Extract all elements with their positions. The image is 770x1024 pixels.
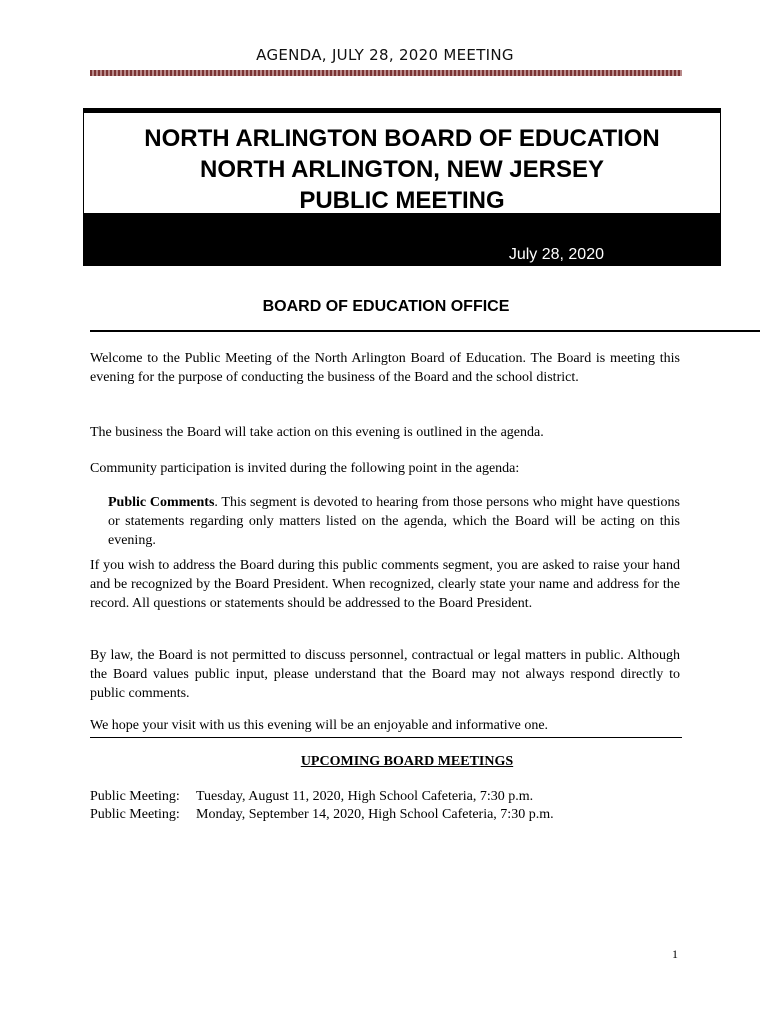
upcoming-meetings-heading: UPCOMING BOARD MEETINGS	[300, 754, 514, 769]
public-comments-label: Public Comments	[108, 495, 215, 510]
page-number: 1	[672, 947, 678, 961]
meeting-row	[90, 805, 690, 824]
running-header: AGENDA, JULY 28, 2020 MEETING	[256, 46, 514, 64]
meeting-label: Public Meeting:	[90, 789, 180, 804]
closing-divider	[90, 737, 682, 738]
meeting-row	[90, 787, 690, 806]
law-paragraph: By law, the Board is not permitted to discuss personnel, contractual or legal matters in public. Although the Board values public input, please understand that the Board may not always respond directly to public comments.	[90, 648, 680, 701]
header-divider	[90, 70, 682, 76]
business-paragraph: The business the Board will take action on this evening is outlined in the agenda.	[90, 425, 544, 440]
document-title	[84, 123, 720, 216]
meeting-label: Public Meeting:	[90, 807, 180, 822]
office-divider	[90, 330, 760, 332]
title-box-top-bar	[84, 109, 720, 113]
title-box	[83, 108, 721, 266]
title-line-2: NORTH ARLINGTON, NEW JERSEY	[199, 156, 605, 183]
meeting-detail: Tuesday, August 11, 2020, High School Cafeteria, 7:30 p.m.	[196, 789, 534, 804]
public-comments-paragraph	[108, 493, 680, 550]
welcome-paragraph: Welcome to the Public Meeting of the North Arlington Board of Education. The Board is meeting this evening for the purpose of conducting the business of the Board and the school district.	[90, 351, 680, 385]
title-line-1: NORTH ARLINGTON BOARD OF EDUCATION	[144, 125, 660, 152]
community-paragraph: Community participation is invited during the following point in the agenda:	[90, 461, 520, 476]
public-comments-text: . This segment is devoted to hearing from those persons who might have questions or statements regarding only matters listed on the agenda, which the Board will be acting on this evening.	[108, 495, 680, 548]
office-heading: BOARD OF EDUCATION OFFICE	[262, 298, 510, 315]
meeting-date: July 28, 2020	[508, 246, 604, 263]
address-paragraph: If you wish to address the Board during this public comments segment, you are asked to raise your hand and be recognized by the Board President. When recognized, clearly state your name and address for the record. All questions or statements should be addressed to the Board President.	[90, 558, 680, 611]
meeting-detail: Monday, September 14, 2020, High School Cafeteria, 7:30 p.m.	[196, 807, 554, 822]
closing-paragraph: We hope your visit with us this evening will be an enjoyable and informative one.	[90, 718, 549, 733]
title-box-date-band	[84, 213, 720, 266]
title-line-3: PUBLIC MEETING	[299, 187, 505, 214]
